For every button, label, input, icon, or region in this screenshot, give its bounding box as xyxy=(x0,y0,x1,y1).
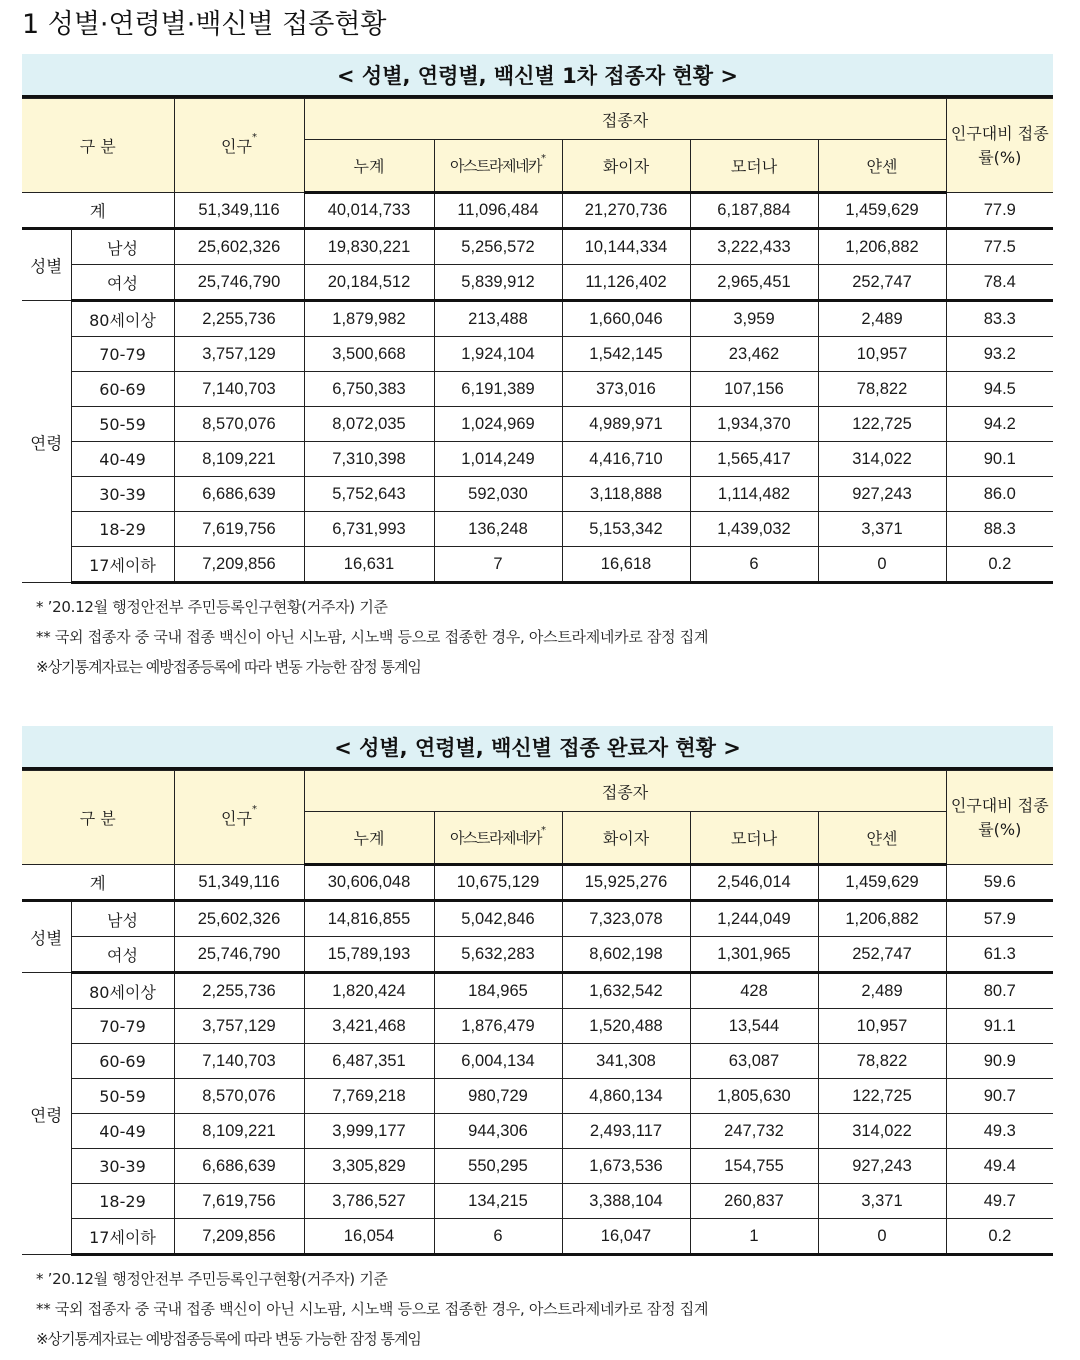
cell-cumulative: 3,305,829 xyxy=(304,1149,434,1184)
cell-moderna: 13,544 xyxy=(690,1009,818,1044)
footnote-foreign-vaccines: ** 국외 접종자 중 국내 접종 백신이 아닌 시노팜, 시노백 등으로 접종한 경우, 아스트라제네카로 잠정 집계 xyxy=(36,1300,709,1318)
row-label-age: 30-39 xyxy=(71,1149,174,1184)
header-group: 구 분 xyxy=(22,99,174,193)
cell-moderna: 1 xyxy=(690,1219,818,1255)
row-label-female: 여성 xyxy=(71,937,174,973)
cell-rate: 78.4 xyxy=(946,265,1053,301)
cell-astrazeneca: 5,256,572 xyxy=(434,229,562,265)
cell-pfizer: 5,153,342 xyxy=(562,512,690,547)
cell-population: 7,140,703 xyxy=(174,372,304,407)
cell-population: 7,619,756 xyxy=(174,1184,304,1219)
cell-janssen: 2,489 xyxy=(818,301,946,337)
cell-rate: 59.6 xyxy=(946,865,1053,901)
cell-pfizer: 1,673,536 xyxy=(562,1149,690,1184)
header-astrazeneca xyxy=(434,140,562,193)
cell-moderna: 6,187,884 xyxy=(690,193,818,229)
row-label-age: 17세이하 xyxy=(71,1219,174,1255)
cell-moderna: 1,805,630 xyxy=(690,1079,818,1114)
header-population xyxy=(174,99,304,193)
row-label-age: 70-79 xyxy=(71,1009,174,1044)
row-label-age: 60-69 xyxy=(71,1044,174,1079)
cell-population: 7,619,756 xyxy=(174,512,304,547)
cell-population: 6,686,639 xyxy=(174,1149,304,1184)
cell-astrazeneca: 6,191,389 xyxy=(434,372,562,407)
footnote-population-source: * ’20.12월 행정안전부 주민등록인구현황(거주자) 기준 xyxy=(36,1270,388,1288)
cell-moderna: 247,732 xyxy=(690,1114,818,1149)
cell-astrazeneca: 1,014,249 xyxy=(434,442,562,477)
table-row-male xyxy=(22,901,1053,937)
header-rate: 인구대비 접종률(%) xyxy=(946,771,1053,865)
cell-pfizer: 10,144,334 xyxy=(562,229,690,265)
row-label-age: 70-79 xyxy=(71,337,174,372)
header-population xyxy=(174,771,304,865)
row-label-age: 80세이상 xyxy=(71,301,174,337)
header-population-mark: * xyxy=(251,132,257,143)
cell-pfizer: 4,860,134 xyxy=(562,1079,690,1114)
header-population-label: 인구 xyxy=(221,809,252,828)
cell-population: 8,109,221 xyxy=(174,1114,304,1149)
row-label-age: 50-59 xyxy=(71,407,174,442)
cell-janssen: 314,022 xyxy=(818,1114,946,1149)
cell-population: 25,602,326 xyxy=(174,901,304,937)
group-label-sex: 성별 xyxy=(22,229,71,301)
cell-cumulative: 3,500,668 xyxy=(304,337,434,372)
row-label-female: 여성 xyxy=(71,265,174,301)
row-label-male: 남성 xyxy=(71,229,174,265)
row-label-total: 계 xyxy=(22,865,174,901)
cell-rate: 90.9 xyxy=(946,1044,1053,1079)
header-moderna: 모더나 xyxy=(690,140,818,193)
header-astrazeneca xyxy=(434,812,562,865)
cell-population: 8,570,076 xyxy=(174,407,304,442)
cell-moderna: 1,565,417 xyxy=(690,442,818,477)
cell-janssen: 10,957 xyxy=(818,337,946,372)
cell-janssen: 122,725 xyxy=(818,407,946,442)
cell-pfizer: 1,632,542 xyxy=(562,973,690,1009)
cell-cumulative: 6,487,351 xyxy=(304,1044,434,1079)
cell-pfizer: 3,388,104 xyxy=(562,1184,690,1219)
table-row-age xyxy=(22,1149,1053,1184)
cell-moderna: 63,087 xyxy=(690,1044,818,1079)
cell-rate: 49.3 xyxy=(946,1114,1053,1149)
cell-pfizer: 4,416,710 xyxy=(562,442,690,477)
first-dose-section xyxy=(22,54,1053,682)
cell-janssen: 78,822 xyxy=(818,372,946,407)
footnotes xyxy=(22,1264,1053,1354)
cell-janssen: 252,747 xyxy=(818,937,946,973)
vaccination-table xyxy=(22,98,1053,584)
table-row-total xyxy=(22,193,1053,229)
group-label-age: 연령 xyxy=(22,301,71,583)
table-row-age xyxy=(22,1219,1053,1255)
cell-cumulative: 16,054 xyxy=(304,1219,434,1255)
header-population-mark: * xyxy=(251,804,257,815)
cell-population: 25,746,790 xyxy=(174,937,304,973)
cell-rate: 83.3 xyxy=(946,301,1053,337)
cell-population: 51,349,116 xyxy=(174,193,304,229)
cell-astrazeneca: 213,488 xyxy=(434,301,562,337)
cell-cumulative: 3,786,527 xyxy=(304,1184,434,1219)
cell-cumulative: 19,830,221 xyxy=(304,229,434,265)
cell-janssen: 1,459,629 xyxy=(818,865,946,901)
header-cumulative: 누계 xyxy=(304,812,434,865)
header-group: 구 분 xyxy=(22,771,174,865)
table-row-age xyxy=(22,1184,1053,1219)
cell-rate: 57.9 xyxy=(946,901,1053,937)
header-rate: 인구대비 접종률(%) xyxy=(946,99,1053,193)
table-row-age xyxy=(22,973,1053,1009)
row-label-age: 18-29 xyxy=(71,1184,174,1219)
cell-population: 3,757,129 xyxy=(174,1009,304,1044)
header-janssen: 얀센 xyxy=(818,812,946,865)
cell-rate: 49.7 xyxy=(946,1184,1053,1219)
footnote-population-source: * ’20.12월 행정안전부 주민등록인구현황(거주자) 기준 xyxy=(36,598,388,616)
cell-cumulative: 1,879,982 xyxy=(304,301,434,337)
footnote-foreign-vaccines: ** 국외 접종자 중 국내 접종 백신이 아닌 시노팜, 시노백 등으로 접종한 경우, 아스트라제네카로 잠정 집계 xyxy=(36,628,709,646)
row-label-total: 계 xyxy=(22,193,174,229)
cell-moderna: 260,837 xyxy=(690,1184,818,1219)
cell-janssen: 122,725 xyxy=(818,1079,946,1114)
cell-moderna: 428 xyxy=(690,973,818,1009)
cell-janssen: 3,371 xyxy=(818,512,946,547)
cell-janssen: 2,489 xyxy=(818,973,946,1009)
cell-pfizer: 16,618 xyxy=(562,547,690,583)
cell-population: 51,349,116 xyxy=(174,865,304,901)
group-label-sex: 성별 xyxy=(22,901,71,973)
cell-moderna: 1,934,370 xyxy=(690,407,818,442)
cell-rate: 49.4 xyxy=(946,1149,1053,1184)
cell-cumulative: 6,750,383 xyxy=(304,372,434,407)
table-row-age xyxy=(22,1009,1053,1044)
cell-janssen: 1,206,882 xyxy=(818,229,946,265)
table-row-age xyxy=(22,1079,1053,1114)
table-row-age xyxy=(22,547,1053,583)
table-row-age xyxy=(22,301,1053,337)
cell-population: 25,746,790 xyxy=(174,265,304,301)
cell-population: 7,209,856 xyxy=(174,547,304,583)
cell-astrazeneca: 134,215 xyxy=(434,1184,562,1219)
cell-moderna: 2,965,451 xyxy=(690,265,818,301)
cell-rate: 61.3 xyxy=(946,937,1053,973)
table-caption: < 성별, 연령별, 백신별 접종 완료자 현황 > xyxy=(22,726,1053,770)
cell-moderna: 1,439,032 xyxy=(690,512,818,547)
cell-pfizer: 16,047 xyxy=(562,1219,690,1255)
cell-pfizer: 15,925,276 xyxy=(562,865,690,901)
cell-cumulative: 8,072,035 xyxy=(304,407,434,442)
cell-cumulative: 1,820,424 xyxy=(304,973,434,1009)
cell-moderna: 154,755 xyxy=(690,1149,818,1184)
cell-rate: 88.3 xyxy=(946,512,1053,547)
cell-janssen: 78,822 xyxy=(818,1044,946,1079)
cell-astrazeneca: 1,024,969 xyxy=(434,407,562,442)
cell-population: 25,602,326 xyxy=(174,229,304,265)
cell-astrazeneca: 11,096,484 xyxy=(434,193,562,229)
cell-janssen: 1,206,882 xyxy=(818,901,946,937)
cell-population: 2,255,736 xyxy=(174,973,304,1009)
table-row-female xyxy=(22,937,1053,973)
row-label-age: 40-49 xyxy=(71,1114,174,1149)
cell-astrazeneca: 550,295 xyxy=(434,1149,562,1184)
cell-janssen: 927,243 xyxy=(818,477,946,512)
vaccination-table xyxy=(22,770,1053,1256)
cell-pfizer: 11,126,402 xyxy=(562,265,690,301)
cell-moderna: 1,114,482 xyxy=(690,477,818,512)
cell-moderna: 3,959 xyxy=(690,301,818,337)
cell-cumulative: 16,631 xyxy=(304,547,434,583)
cell-janssen: 0 xyxy=(818,1219,946,1255)
cell-population: 2,255,736 xyxy=(174,301,304,337)
cell-cumulative: 7,310,398 xyxy=(304,442,434,477)
cell-janssen: 927,243 xyxy=(818,1149,946,1184)
cell-janssen: 252,747 xyxy=(818,265,946,301)
cell-rate: 0.2 xyxy=(946,1219,1053,1255)
fully-vaccinated-section xyxy=(22,726,1053,1354)
cell-astrazeneca: 1,876,479 xyxy=(434,1009,562,1044)
cell-moderna: 23,462 xyxy=(690,337,818,372)
row-label-age: 18-29 xyxy=(71,512,174,547)
page-title: 1 성별·연령별·백신별 접종현황 xyxy=(22,9,387,40)
cell-rate: 94.2 xyxy=(946,407,1053,442)
table-row-age xyxy=(22,1044,1053,1079)
cell-astrazeneca: 6 xyxy=(434,1219,562,1255)
cell-cumulative: 3,999,177 xyxy=(304,1114,434,1149)
cell-rate: 90.1 xyxy=(946,442,1053,477)
header-vaccinated: 접종자 xyxy=(304,99,946,140)
row-label-age: 60-69 xyxy=(71,372,174,407)
cell-moderna: 3,222,433 xyxy=(690,229,818,265)
header-janssen: 얀센 xyxy=(818,140,946,193)
cell-pfizer: 4,989,971 xyxy=(562,407,690,442)
cell-janssen: 10,957 xyxy=(818,1009,946,1044)
table-row-age xyxy=(22,337,1053,372)
header-astrazeneca-mark: * xyxy=(540,153,546,164)
table-caption: < 성별, 연령별, 백신별 1차 접종자 현황 > xyxy=(22,54,1053,98)
cell-moderna: 6 xyxy=(690,547,818,583)
cell-population: 7,140,703 xyxy=(174,1044,304,1079)
cell-pfizer: 373,016 xyxy=(562,372,690,407)
cell-population: 7,209,856 xyxy=(174,1219,304,1255)
cell-pfizer: 1,542,145 xyxy=(562,337,690,372)
cell-population: 8,109,221 xyxy=(174,442,304,477)
cell-astrazeneca: 980,729 xyxy=(434,1079,562,1114)
table-row-age xyxy=(22,477,1053,512)
cell-population: 3,757,129 xyxy=(174,337,304,372)
table-row-female xyxy=(22,265,1053,301)
header-population-label: 인구 xyxy=(221,137,252,156)
cell-cumulative: 5,752,643 xyxy=(304,477,434,512)
cell-rate: 93.2 xyxy=(946,337,1053,372)
cell-moderna: 1,301,965 xyxy=(690,937,818,973)
header-astrazeneca-label: 아스트라제네카 xyxy=(450,157,541,175)
cell-pfizer: 341,308 xyxy=(562,1044,690,1079)
cell-cumulative: 6,731,993 xyxy=(304,512,434,547)
cell-astrazeneca: 6,004,134 xyxy=(434,1044,562,1079)
header-vaccinated: 접종자 xyxy=(304,771,946,812)
row-label-age: 80세이상 xyxy=(71,973,174,1009)
table-row-age xyxy=(22,512,1053,547)
cell-janssen: 1,459,629 xyxy=(818,193,946,229)
cell-moderna: 1,244,049 xyxy=(690,901,818,937)
cell-population: 6,686,639 xyxy=(174,477,304,512)
cell-rate: 80.7 xyxy=(946,973,1053,1009)
header-astrazeneca-label: 아스트라제네카 xyxy=(450,829,541,847)
cell-janssen: 0 xyxy=(818,547,946,583)
cell-janssen: 314,022 xyxy=(818,442,946,477)
header-astrazeneca-mark: * xyxy=(540,825,546,836)
cell-cumulative: 15,789,193 xyxy=(304,937,434,973)
cell-astrazeneca: 5,839,912 xyxy=(434,265,562,301)
header-pfizer: 화이자 xyxy=(562,812,690,865)
cell-astrazeneca: 136,248 xyxy=(434,512,562,547)
table-row-age xyxy=(22,442,1053,477)
row-label-age: 50-59 xyxy=(71,1079,174,1114)
cell-pfizer: 8,602,198 xyxy=(562,937,690,973)
cell-pfizer: 3,118,888 xyxy=(562,477,690,512)
cell-rate: 90.7 xyxy=(946,1079,1053,1114)
cell-astrazeneca: 1,924,104 xyxy=(434,337,562,372)
cell-pfizer: 7,323,078 xyxy=(562,901,690,937)
cell-rate: 77.9 xyxy=(946,193,1053,229)
cell-pfizer: 21,270,736 xyxy=(562,193,690,229)
table-row-age xyxy=(22,1114,1053,1149)
row-label-age: 30-39 xyxy=(71,477,174,512)
header-cumulative: 누계 xyxy=(304,140,434,193)
cell-astrazeneca: 5,042,846 xyxy=(434,901,562,937)
table-row-total xyxy=(22,865,1053,901)
cell-janssen: 3,371 xyxy=(818,1184,946,1219)
footnote-provisional: ※상기통계자료는 예방접종등록에 따라 변동 가능한 잠정 통계임 xyxy=(36,658,421,676)
cell-astrazeneca: 7 xyxy=(434,547,562,583)
cell-moderna: 2,546,014 xyxy=(690,865,818,901)
cell-cumulative: 30,606,048 xyxy=(304,865,434,901)
table-row-male xyxy=(22,229,1053,265)
cell-astrazeneca: 592,030 xyxy=(434,477,562,512)
cell-rate: 77.5 xyxy=(946,229,1053,265)
table-row-age xyxy=(22,372,1053,407)
cell-pfizer: 1,660,046 xyxy=(562,301,690,337)
footnote-provisional: ※상기통계자료는 예방접종등록에 따라 변동 가능한 잠정 통계임 xyxy=(36,1330,421,1348)
row-label-age: 40-49 xyxy=(71,442,174,477)
cell-moderna: 107,156 xyxy=(690,372,818,407)
cell-astrazeneca: 10,675,129 xyxy=(434,865,562,901)
header-moderna: 모더나 xyxy=(690,812,818,865)
cell-cumulative: 40,014,733 xyxy=(304,193,434,229)
cell-astrazeneca: 184,965 xyxy=(434,973,562,1009)
cell-rate: 91.1 xyxy=(946,1009,1053,1044)
cell-rate: 94.5 xyxy=(946,372,1053,407)
group-label-age: 연령 xyxy=(22,973,71,1255)
cell-pfizer: 2,493,117 xyxy=(562,1114,690,1149)
row-label-male: 남성 xyxy=(71,901,174,937)
cell-cumulative: 3,421,468 xyxy=(304,1009,434,1044)
cell-rate: 86.0 xyxy=(946,477,1053,512)
cell-population: 8,570,076 xyxy=(174,1079,304,1114)
cell-cumulative: 7,769,218 xyxy=(304,1079,434,1114)
cell-pfizer: 1,520,488 xyxy=(562,1009,690,1044)
header-pfizer: 화이자 xyxy=(562,140,690,193)
cell-cumulative: 14,816,855 xyxy=(304,901,434,937)
cell-cumulative: 20,184,512 xyxy=(304,265,434,301)
cell-astrazeneca: 944,306 xyxy=(434,1114,562,1149)
row-label-age: 17세이하 xyxy=(71,547,174,583)
cell-rate: 0.2 xyxy=(946,547,1053,583)
table-row-age xyxy=(22,407,1053,442)
footnotes xyxy=(22,592,1053,682)
cell-astrazeneca: 5,632,283 xyxy=(434,937,562,973)
